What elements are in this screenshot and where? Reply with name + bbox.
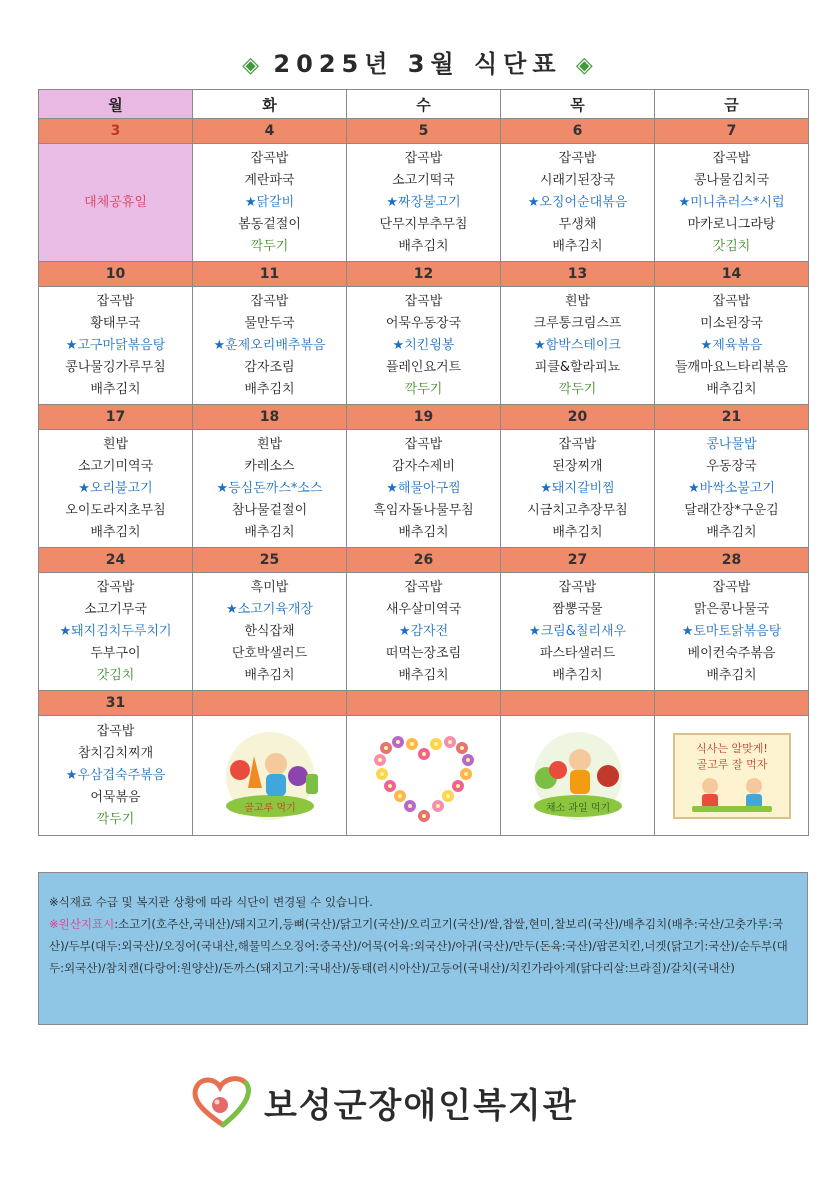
menu-item: 감자조림 — [244, 359, 295, 375]
date-cell: 31 — [39, 691, 193, 716]
date-cell: 3 — [39, 119, 193, 144]
menu-item: 어묵우동장국 — [385, 315, 462, 331]
veg-children-icon — [210, 730, 330, 822]
menu-item: 배추김치 — [244, 667, 295, 683]
menu-item: 피클&할라피뇨 — [534, 359, 621, 375]
menu-item: 참나물겉절이 — [231, 502, 308, 518]
date-cell: 4 — [193, 119, 347, 144]
menu-item: 잡곡밥 — [558, 579, 597, 595]
menu-item: 흰밥 — [256, 436, 283, 452]
menu-item: 깍두기 — [250, 238, 289, 254]
menu-cell — [39, 287, 193, 405]
menu-item: 마카로니그라탕 — [687, 216, 776, 232]
date-row — [39, 119, 809, 144]
menu-main-dish: ★등심돈까스*소스 — [216, 480, 323, 496]
weekday-header: 목 — [501, 90, 655, 119]
date-cell: 11 — [193, 262, 347, 287]
menu-item: 새우살미역국 — [385, 601, 462, 617]
menu-main-dish: ★돼지갈비찜 — [540, 480, 615, 496]
menu-cell — [501, 430, 655, 548]
heart-logo-icon — [190, 1075, 256, 1129]
menu-item: 오이도라지초무침 — [65, 502, 166, 518]
menu-main-dish: ★제육볶음 — [700, 337, 763, 353]
menu-item: 배추김치 — [706, 667, 757, 683]
menu-cell — [193, 430, 347, 548]
menu-item: 크루통크림스프 — [533, 315, 622, 331]
menu-cell — [655, 144, 809, 262]
menu-cell — [347, 287, 501, 405]
menu-item: 된장찌개 — [552, 458, 603, 474]
menu-main-dish: ★오리불고기 — [78, 480, 153, 496]
weekday-header: 금 — [655, 90, 809, 119]
menu-item: 한식잡채 — [244, 623, 295, 639]
menu-cell — [39, 716, 193, 836]
weekday-header: 화 — [193, 90, 347, 119]
illustration-sign — [657, 718, 806, 833]
menu-cell — [347, 573, 501, 691]
date-cell: 18 — [193, 405, 347, 430]
date-cell: 7 — [655, 119, 809, 144]
date-cell: 27 — [501, 548, 655, 573]
menu-item: 떠먹는장조림 — [385, 645, 462, 661]
menu-item: 미소된장국 — [700, 315, 763, 331]
date-row — [39, 691, 809, 716]
menu-main-dish: ★크림&칠리새우 — [528, 623, 627, 639]
menu-item: 우동장국 — [706, 458, 757, 474]
menu-main-dish: ★해물아구찜 — [386, 480, 461, 496]
menu-cell — [655, 573, 809, 691]
menu-item: 단무지부추무침 — [379, 216, 468, 232]
menu-main-dish: ★소고기육개장 — [225, 601, 313, 617]
menu-cell — [501, 716, 655, 836]
menu-item: 배추김치 — [552, 524, 603, 540]
date-row — [39, 262, 809, 287]
notes-box — [38, 872, 808, 1025]
menu-item: 배추김치 — [398, 667, 449, 683]
menu-item: 갓김치 — [96, 667, 135, 683]
sign-line-2: 골고루 잘 먹자 — [696, 757, 767, 771]
menu-cell — [347, 430, 501, 548]
menu-item: 계란파국 — [244, 172, 295, 188]
menu-main-dish: ★토마토닭볶음탕 — [681, 623, 782, 639]
sign-line-1: 식사는 알맞게! — [695, 741, 768, 755]
menu-item: 배추김치 — [398, 524, 449, 540]
menu-main-dish: ★우삼겹숙주볶음 — [65, 767, 166, 783]
date-cell — [193, 691, 347, 716]
menu-item: 소고기미역국 — [77, 458, 154, 474]
menu-item: 무생채 — [558, 216, 597, 232]
menu-item: 잡곡밥 — [96, 723, 135, 739]
menu-item: 시래기된장국 — [539, 172, 616, 188]
date-cell: 24 — [39, 548, 193, 573]
menu-item: 시금치고추장무침 — [527, 502, 628, 518]
date-cell: 26 — [347, 548, 501, 573]
date-row — [39, 548, 809, 573]
menu-main-dish: ★바싹소불고기 — [687, 480, 775, 496]
menu-item: 물만두국 — [244, 315, 295, 331]
veg-caption: 골고루 먹기 — [243, 802, 296, 814]
illustration-veg — [195, 718, 344, 833]
menu-item: 플레인요거트 — [385, 359, 462, 375]
weekday-header: 수 — [347, 90, 501, 119]
diamond-right-icon: ◈ — [575, 53, 593, 78]
meal-calendar-table — [38, 89, 809, 836]
date-cell: 6 — [501, 119, 655, 144]
menu-cell — [193, 144, 347, 262]
menu-item: 어묵볶음 — [90, 789, 141, 805]
menu-item: 깍두기 — [558, 381, 597, 397]
menu-cell — [501, 144, 655, 262]
date-cell: 28 — [655, 548, 809, 573]
menu-item: 잡곡밥 — [558, 436, 597, 452]
menu-main-dish: ★닭갈비 — [244, 194, 295, 210]
date-cell: 19 — [347, 405, 501, 430]
menu-cell — [39, 430, 193, 548]
menu-item: 흰밥 — [564, 293, 591, 309]
notes-line-change: ※식재료 수급 및 복지관 상황에 따라 식단이 변경될 수 있습니다. — [49, 895, 373, 909]
menu-item: 배추김치 — [706, 524, 757, 540]
menu-item: 잡곡밥 — [404, 150, 443, 166]
fruit-caption: 채소 과일 먹기 — [545, 802, 610, 814]
menu-item: 달래간장*구운김 — [684, 502, 779, 518]
menu-item: 잡곡밥 — [712, 579, 751, 595]
menu-cell — [193, 573, 347, 691]
menu-item: 감자수제비 — [392, 458, 455, 474]
menu-row — [39, 430, 809, 548]
menu-item: 베이컨숙주볶음 — [687, 645, 776, 661]
menu-item: 맑은콩나물국 — [693, 601, 770, 617]
menu-cell — [193, 287, 347, 405]
menu-item: 흑미밥 — [250, 579, 289, 595]
menu-item: 소고기떡국 — [392, 172, 455, 188]
menu-item: 잡곡밥 — [712, 150, 751, 166]
menu-item: 잡곡밥 — [404, 293, 443, 309]
menu-main-dish: ★감자전 — [398, 623, 449, 639]
diamond-left-icon: ◈ — [242, 53, 260, 78]
flower-heart-icon — [364, 728, 484, 824]
menu-item: 콩나물밥 — [706, 436, 757, 452]
menu-main-dish: ★훈제오리배추볶음 — [213, 337, 326, 353]
date-cell — [347, 691, 501, 716]
menu-item: 잡곡밥 — [558, 150, 597, 166]
menu-item: 참치김치찌개 — [77, 745, 154, 761]
illustration-heart — [349, 718, 498, 833]
illustration-fruit — [503, 718, 652, 833]
footer — [190, 1072, 660, 1132]
menu-item: 잡곡밥 — [712, 293, 751, 309]
menu-item: 배추김치 — [398, 238, 449, 254]
weekday-header-row — [39, 90, 809, 119]
menu-main-dish: ★함박스테이크 — [533, 337, 621, 353]
date-cell: 20 — [501, 405, 655, 430]
menu-main-dish: ★치킨윙봉 — [392, 337, 455, 353]
menu-item: 잡곡밥 — [404, 436, 443, 452]
menu-item: 배추김치 — [244, 381, 295, 397]
menu-cell — [501, 573, 655, 691]
menu-item: 배추김치 — [706, 381, 757, 397]
date-cell — [501, 691, 655, 716]
menu-item: 콩나물깅가루무침 — [65, 359, 166, 375]
origin-text: :소고기(호주산,국내산)/돼지고기,등뼈(국산)/닭고기(국산)/오리고기(국산)/쌀,찹쌀,현미,찰보리(국산)/배추김치(배추:국산/고춧가루:국산)/두부(대두:외국산)/오징어(국내산,해물믹스오징어:중국산)/어묵(어육:외국산)/아귀(국산)/만두(돈육:국산)/팝콘치킨,너겟(닭고기:국산)/순두부(대두:외국산)/참치캔(다랑어:원양산)/돈까스(돼지고기:국내산)/동태(러시아산)/고등어(국내산)/치킨가라아게(닭다리살:브라질)/갈치(국내산) — [49, 917, 788, 975]
org-name: 보성군장애인복지관 — [264, 1085, 578, 1126]
menu-item: 흑임자돌나물무침 — [373, 502, 474, 518]
date-row — [39, 405, 809, 430]
menu-item: 들깨마요느타리볶음 — [674, 359, 789, 375]
menu-main-dish: ★짜장불고기 — [386, 194, 461, 210]
menu-row — [39, 573, 809, 691]
menu-cell — [655, 716, 809, 836]
menu-item: 깍두기 — [404, 381, 443, 397]
menu-item: 흰밥 — [102, 436, 129, 452]
menu-item: 단호박샐러드 — [231, 645, 308, 661]
date-cell: 5 — [347, 119, 501, 144]
menu-row — [39, 144, 809, 262]
date-cell: 10 — [39, 262, 193, 287]
menu-cell — [39, 573, 193, 691]
menu-item: 갓김치 — [712, 238, 751, 254]
menu-item: 배추김치 — [552, 238, 603, 254]
menu-cell — [347, 144, 501, 262]
menu-main-dish: ★고구마닭볶음탕 — [65, 337, 166, 353]
menu-cell — [655, 287, 809, 405]
menu-row — [39, 287, 809, 405]
menu-cell — [39, 144, 193, 262]
title-text: 2025년 3월 식단표 — [273, 50, 562, 78]
menu-item: 파스타샐러드 — [539, 645, 616, 661]
menu-item: 잡곡밥 — [96, 293, 135, 309]
menu-cell — [655, 430, 809, 548]
menu-item: 깍두기 — [96, 811, 135, 827]
date-cell — [655, 691, 809, 716]
page-title — [0, 44, 835, 79]
menu-item: 짬뽕국물 — [552, 601, 603, 617]
menu-main-dish: ★돼지김치두루치기 — [59, 623, 172, 639]
date-cell: 14 — [655, 262, 809, 287]
date-cell: 12 — [347, 262, 501, 287]
menu-row — [39, 716, 809, 836]
menu-item: 콩나물김치국 — [693, 172, 770, 188]
date-cell: 21 — [655, 405, 809, 430]
menu-cell — [193, 716, 347, 836]
menu-item: 카레소스 — [244, 458, 295, 474]
date-cell: 25 — [193, 548, 347, 573]
menu-item: 잡곡밥 — [250, 150, 289, 166]
menu-item: 황태무국 — [90, 315, 141, 331]
menu-main-dish: ★미니츄러스*시럽 — [678, 194, 785, 210]
menu-item: 소고기무국 — [84, 601, 147, 617]
menu-cell — [501, 287, 655, 405]
date-cell: 13 — [501, 262, 655, 287]
date-cell: 17 — [39, 405, 193, 430]
menu-item: 잡곡밥 — [250, 293, 289, 309]
notes-origin — [49, 913, 797, 979]
fruit-children-icon — [518, 730, 638, 822]
menu-item: 두부구이 — [90, 645, 141, 661]
menu-item: 잡곡밥 — [96, 579, 135, 595]
weekday-header: 월 — [39, 90, 193, 119]
menu-item: 배추김치 — [244, 524, 295, 540]
menu-cell — [347, 716, 501, 836]
menu-item: 배추김치 — [90, 381, 141, 397]
holiday-label: 대체공휴일 — [84, 194, 147, 210]
menu-item: 잡곡밥 — [404, 579, 443, 595]
meal-sign-icon — [670, 730, 794, 822]
menu-item: 배추김치 — [90, 524, 141, 540]
menu-item: 배추김치 — [552, 667, 603, 683]
origin-label: ※원산지표시 — [49, 917, 115, 931]
menu-item: 봄동겉절이 — [238, 216, 301, 232]
menu-main-dish: ★오징어순대볶음 — [527, 194, 628, 210]
